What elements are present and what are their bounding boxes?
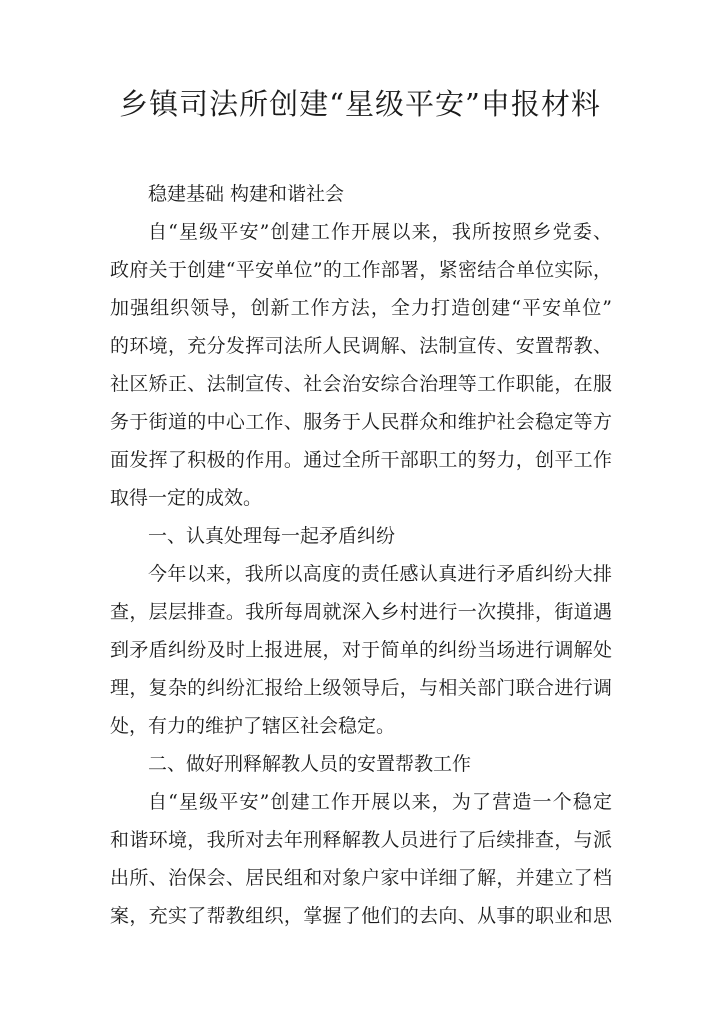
- document-title: 乡镇司法所创建“星级平安”申报材料: [119, 87, 601, 121]
- document-line: 二、做好刑释解教人员的安置帮教工作: [148, 753, 472, 775]
- document-line: 的环境，充分发挥司法所人民调解、法制宣传、安置帮教、: [110, 335, 612, 357]
- document-line: 取得一定的成效。: [110, 487, 263, 509]
- document-line: 社区矫正、法制宣传、社会治安综合治理等工作职能，在服: [110, 373, 612, 395]
- document-line: 处，有力的维护了辖区社会稳定。: [110, 715, 396, 737]
- document-line: 一、认真处理每一起矛盾纠纷: [148, 525, 396, 547]
- document-line: 面发挥了积极的作用。通过全所干部职工的努力，创平工作: [110, 449, 612, 471]
- document-line: 政府关于创建“平安单位”的工作部署，紧密结合单位实际，: [110, 259, 612, 281]
- document-line: 稳建基础 构建和谐社会: [148, 183, 345, 205]
- document-line: 加强组织领导，创新工作方法，全力打造创建“平安单位”: [110, 297, 612, 319]
- document-line: 今年以来，我所以高度的责任感认真进行矛盾纠纷大排: [148, 563, 612, 585]
- document-line: 查，层层排查。我所每周就深入乡村进行一次摸排，街道遇: [110, 601, 612, 623]
- document-line: 自“星级平安”创建工作开展以来，我所按照乡党委、: [148, 221, 612, 243]
- document-line: 务于街道的中心工作、服务于人民群众和维护社会稳定等方: [110, 411, 612, 433]
- document-body: [110, 175, 612, 935]
- document-line: 出所、治保会、居民组和对象户家中详细了解，并建立了档: [110, 867, 612, 889]
- document-line: 和谐环境，我所对去年刑释解教人员进行了后续排查，与派: [110, 829, 612, 851]
- document-line: 到矛盾纠纷及时上报进展，对于简单的纠纷当场进行调解处: [110, 639, 612, 661]
- document-line: 理，复杂的纠纷汇报给上级领导后，与相关部门联合进行调: [110, 677, 612, 699]
- document-line: 案，充实了帮教组织，掌握了他们的去向、从事的职业和思: [110, 905, 612, 927]
- document-line: 自“星级平安”创建工作开展以来，为了营造一个稳定: [148, 791, 612, 813]
